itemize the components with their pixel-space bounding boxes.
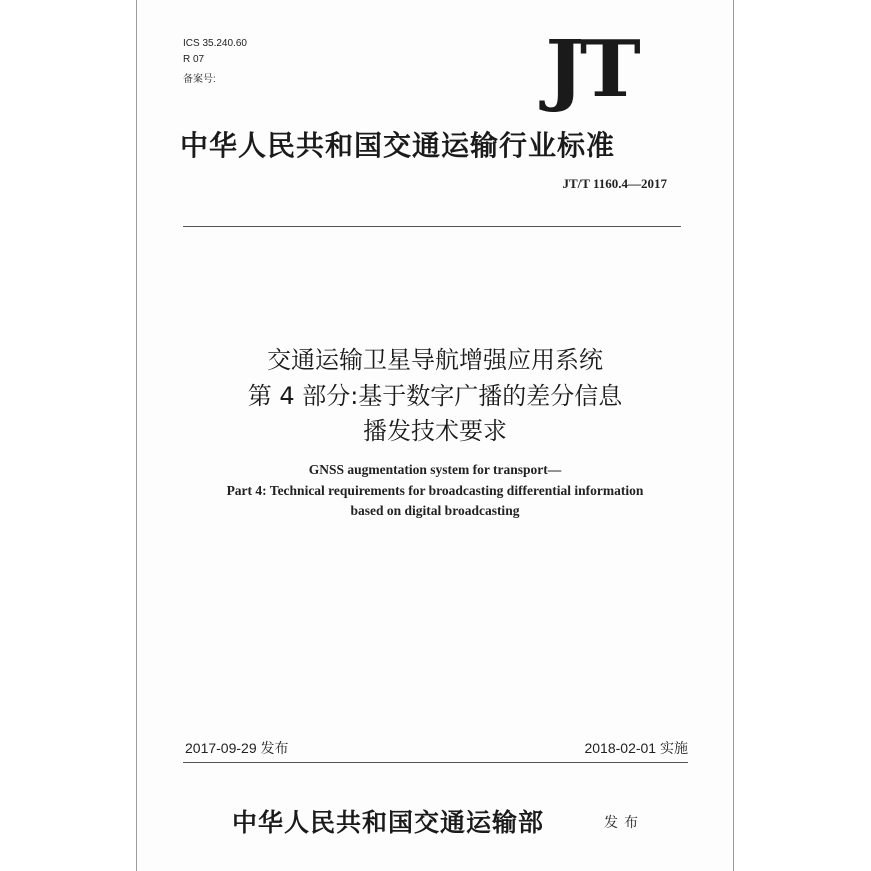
header-divider: [183, 226, 681, 227]
publish-label: 发布: [604, 815, 644, 831]
title-zh-line-2: 第 4 部分:基于数字广播的差分信息: [247, 382, 623, 410]
title-zh-line-3: 播发技术要求: [363, 417, 507, 445]
issue-date: 2017-09-29 发布: [185, 740, 289, 756]
filing-number-label: 备案号:: [183, 74, 216, 85]
standard-category-title: 中华人民共和国交通运输行业标准: [180, 129, 616, 162]
issuing-ministry: 中华人民共和国交通运输部: [232, 808, 545, 837]
title-en-line-2: Part 4: Technical requirements for broadcasting differential information: [226, 483, 644, 498]
classification-code: R 07: [183, 54, 205, 65]
title-zh-line-1: 交通运输卫星导航增强应用系统: [267, 346, 603, 374]
ics-code: ICS 35.240.60: [183, 38, 247, 49]
title-en-line-3: based on digital broadcasting: [350, 503, 520, 518]
effective-date: 2018-02-01 实施: [584, 740, 688, 756]
standard-code: JT/T 1160.4—2017: [562, 176, 667, 191]
footer-divider: [183, 762, 688, 763]
title-en-line-1: GNSS augmentation system for transport—: [308, 462, 562, 477]
jt-logo: JT: [545, 24, 637, 115]
